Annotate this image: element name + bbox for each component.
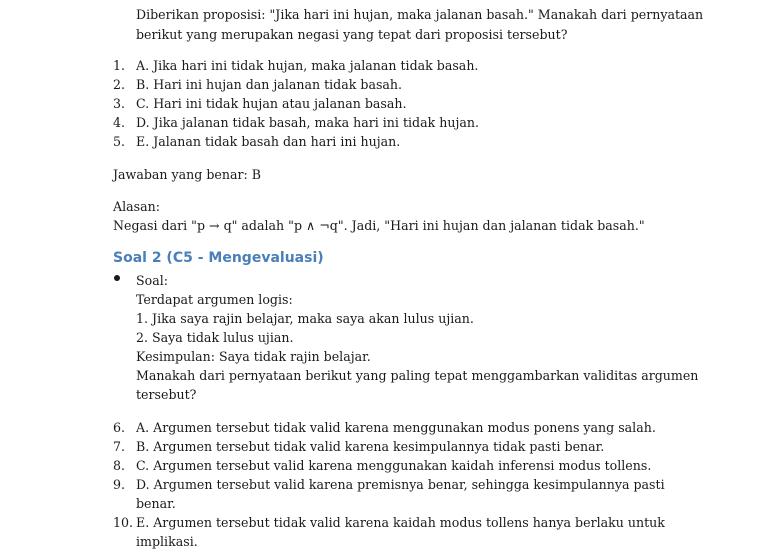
option-number: 5. — [113, 134, 126, 149]
option-text: B. Argumen tersebut tidak valid karena kesimpulannya tidak pasti benar. — [136, 439, 605, 454]
option-number: 9. — [113, 477, 126, 492]
option-text-continuation: benar. — [136, 496, 176, 511]
option-number: 6. — [113, 420, 126, 435]
bullet-icon — [114, 275, 120, 281]
option-text: A. Jika hari ini tidak hujan, maka jalanan tidak basah. — [136, 58, 479, 73]
q2-stem-line: Manakah dari pernyataan berikut yang paling tepat menggambarkan validitas argumen — [136, 368, 699, 383]
q1-stem-line-1: Diberikan proposisi: "Jika hari ini hujan, maka jalanan basah." Manakah dari pernyataan — [136, 7, 704, 22]
option-text: D. Jika jalanan tidak basah, maka hari ini tidak hujan. — [136, 115, 479, 130]
option-text: C. Hari ini tidak hujan atau jalanan basah. — [136, 96, 407, 111]
option-text: E. Argumen tersebut tidak valid karena kaidah modus tollens hanya berlaku untuk — [136, 515, 665, 530]
option-number: 10. — [113, 515, 134, 530]
q1-reason-label: Alasan: — [113, 199, 160, 214]
option-text: E. Jalanan tidak basah dan hari ini hujan. — [136, 134, 401, 149]
q1-stem-line-2: berikut yang merupakan negasi yang tepat dari proposisi tersebut? — [136, 27, 568, 42]
option-text: D. Argumen tersebut valid karena premisnya benar, sehingga kesimpulannya pasti — [136, 477, 665, 492]
q1-reason-text: Negasi dari "p → q" adalah "p ∧ ¬q". Jadi, "Hari ini hujan dan jalanan tidak basah." — [113, 218, 645, 233]
option-number: 8. — [113, 458, 126, 473]
q1-soal-label — [136, 0, 168, 2]
option-number: 1. — [113, 58, 126, 73]
option-number: 3. — [113, 96, 126, 111]
option-number: 7. — [113, 439, 126, 454]
q2-stem-line: Terdapat argumen logis: — [136, 292, 293, 307]
q2-stem-line: 2. Saya tidak lulus ujian. — [136, 330, 294, 345]
q2-stem-line: 1. Jika saya rajin belajar, maka saya akan lulus ujian. — [136, 311, 474, 326]
q2-heading: Soal 2 (C5 - Mengevaluasi) — [113, 250, 324, 266]
option-number: 4. — [113, 115, 126, 130]
q2-stem-line: Kesimpulan: Saya tidak rajin belajar. — [136, 349, 371, 364]
option-text: B. Hari ini hujan dan jalanan tidak basah. — [136, 77, 403, 92]
option-number: 2. — [113, 77, 126, 92]
q2-soal-label: Soal: — [136, 273, 168, 288]
option-text: A. Argumen tersebut tidak valid karena menggunakan modus ponens yang salah. — [136, 420, 656, 435]
option-text-continuation: implikasi. — [136, 534, 198, 549]
q1-answer: Jawaban yang benar: B — [113, 167, 261, 182]
option-text: C. Argumen tersebut valid karena menggunakan kaidah inferensi modus tollens. — [136, 458, 652, 473]
q2-stem-line: tersebut? — [136, 387, 197, 402]
